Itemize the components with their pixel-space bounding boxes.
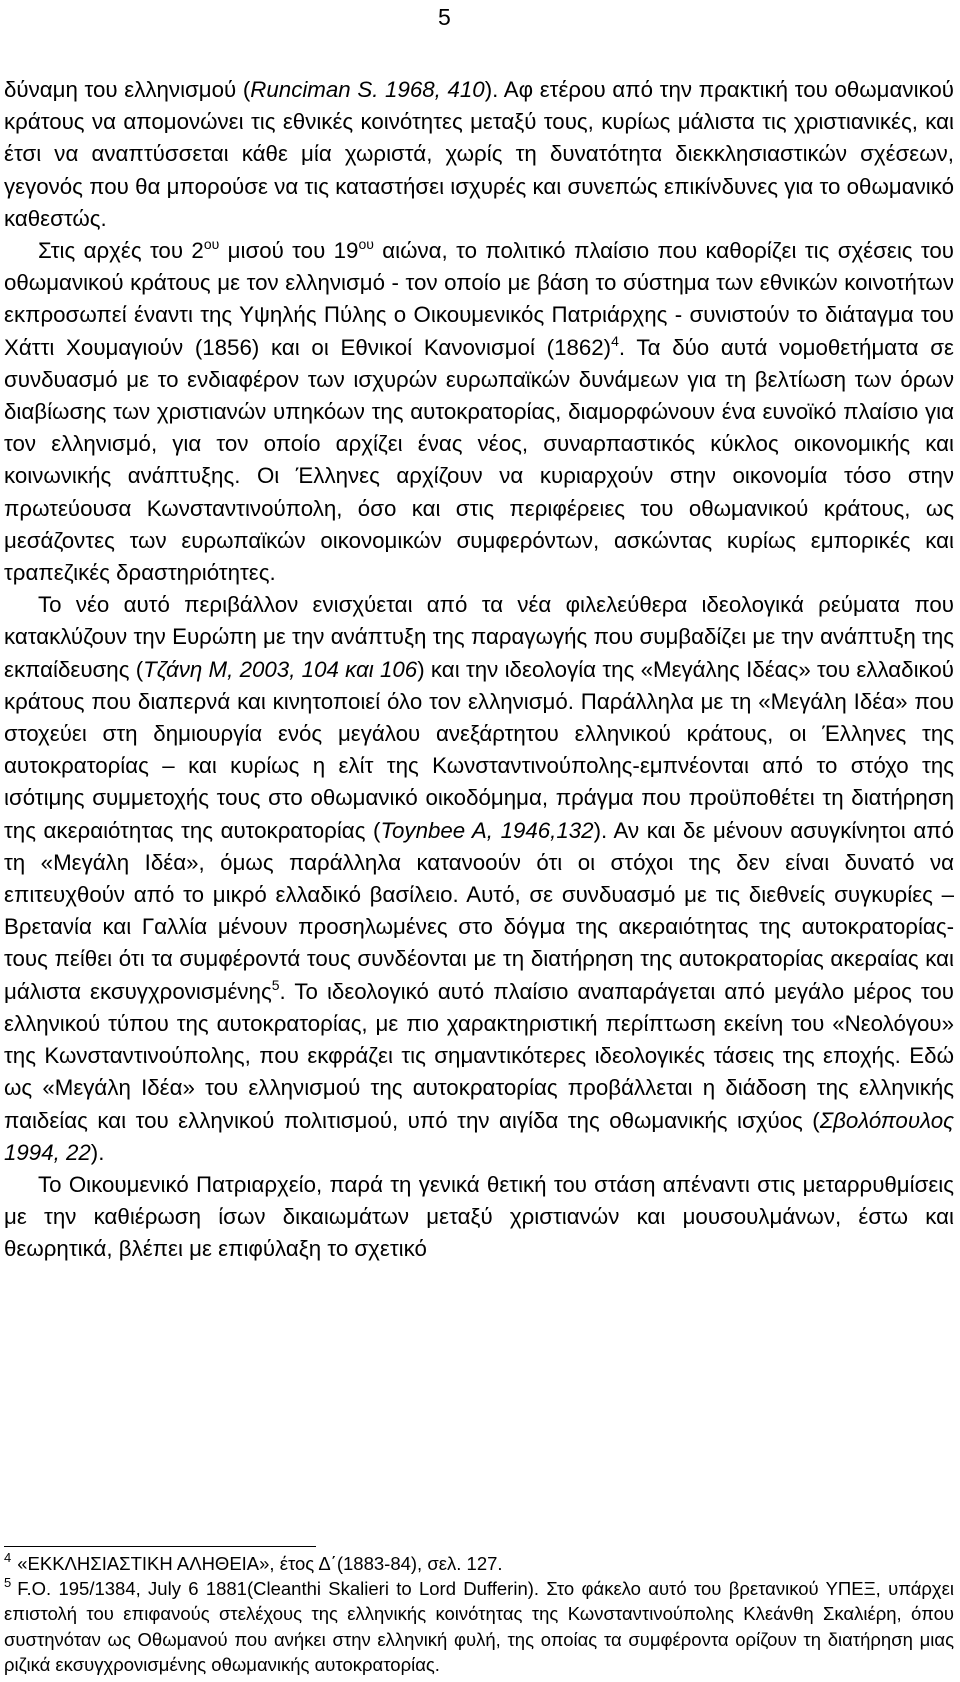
- text-run: Το Οικουμενικό Πατριαρχείο, παρά τη γενικά θετική του στάση απέναντι στις μεταρρυθμίσεις με την καθιέρωση ίσων δικαιωμάτων μεταξύ χριστιανών και μουσουλμάνων, έστω και θεωρητικά, βλέπει με επιφύλαξη το σχετικό: [4, 1171, 954, 1262]
- paragraph: [4, 1169, 954, 1266]
- text-run: ). Αν και δε μένουν ασυγκίνητοι από τη «Μεγάλη Ιδέα», όμως παράλληλα κατανοούν ότι οι στόχοι της δεν είναι δυνατό να επιτευχθούν από το μικρό ελλαδικό βασίλειο. Αυτό, σε συνδυασμό με τις διεθνείς συγκυρίες – Βρετανία και Γαλλία μένουν προσηλωμένες στο δόγμα της ακεραιότητας της αυτοκρατορίας- τους πείθει ότι τα συμφέροντά τους συνδέονται με τη διατήρηση της αυτοκρατορίας ακεραίας και μάλιστα εκσυγχρονισμένης: [4, 817, 954, 1004]
- text-run: ). Αφ ετέρου από την πρακτική του οθωμανικού κράτους να απομονώνει τις εθνικές κοινότητες μεταξύ τους, κυρίως μάλιστα τις χριστιανικές, και έτσι να αναπτύσσεται κάθε μία χωριστά, χωρίς τη δυνατότητα διεκκλησιαστικών σχέσεων, γεγονός που θα μπορούσε να τις καταστήσει ισχυρές και συνεπώς επικίνδυνες για το οθωμανικό καθεστώς.: [4, 77, 954, 231]
- text-run: . Το ιδεολογικό αυτό πλαίσιο αναπαράγεται από μεγάλο μέρος του ελληνικού τύπου της αυτοκρατορίας, με πιο χαρακτηριστική περίπτωση εκείνη του «Νεολόγου» της Κωνσταντινούπολης, που εκφράζει τις σημαντικότερες ιδεολογικές τάσεις της εποχής. Εδώ ως «Μεγάλη Ιδέα» του ελληνισμού της αυτοκρατορίας προβάλλεται η διάδοση της ελληνικής παιδείας και του ελληνικού πολιτισμού, υπό την αιγίδα της οθωμανικής ισχύος (: [4, 978, 954, 1133]
- footnote-mark: 4: [4, 1550, 12, 1565]
- footnote-text: «ΕΚΚΛΗΣΙΑΣΤΙΚΗ ΑΛΗΘΕΙΑ», έτος Δ΄(1883-84), σελ. 127.: [17, 1553, 503, 1574]
- citation: Τζάνη Μ, 2003, 104 και 106: [143, 656, 418, 682]
- superscript: ου: [358, 236, 374, 253]
- text-run: ).: [90, 1139, 105, 1165]
- text-run: ) και την ιδεολογία της «Μεγάλης Ιδέας» του ελλαδικού κράτους που διαπερνά και κινητοποιεί όλο τον ελληνισμό. Παράλληλα με τη «Μεγάλη Ιδέα» που στοχεύει στη δημιουργία ενός μεγάλου ανεξάρτητου ελληνικού κράτους, οι Έλληνες της αυτοκρατορίας – και κυρίως η ελίτ της Κωνσταντινούπολης-εμπνέονται από το στόχο της ισότιμης συμμετοχής τους στο οθωμανικό οικοδόμημα, πράγμα που προϋποθέτει τη διατήρηση της ακεραιότητας της αυτοκρατορίας (: [4, 656, 954, 843]
- paragraph: [4, 235, 954, 589]
- text-run: αιώνα, το πολιτικό πλαίσιο που καθορίζει τις σχέσεις του οθωμανικού κράτους με τον ελληνισμό - τον οποίο με βάση το σύστημα των εθνικών κοινοτήτων εκπροσωπεί έναντι της Υψηλής Πύλης ο Οικουμενικός Πατριάρχης - συνιστούν το διάταγμα του Χάττι Χουμαγιούν (1856) και οι Εθνικοί Κανονισμοί (1862): [4, 238, 954, 360]
- citation: Runciman S. 1968, 410: [250, 77, 485, 102]
- footnote: [4, 1551, 954, 1576]
- footnote-mark: 5: [4, 1575, 12, 1591]
- text-run: Το νέο αυτό περιβάλλον ενισχύεται από τα νέα φιλελεύθερα ιδεολογικά ρεύματα που κατακλύζουν την Ευρώπη με την ανάπτυξη της παραγωγής που συμβαδίζει με την ανάπτυξη της εκπαίδευσης (: [4, 592, 954, 682]
- paragraph: [4, 589, 954, 1169]
- text-run: μισού του 19: [219, 238, 359, 264]
- superscript: ου: [203, 236, 220, 253]
- paragraph: [4, 74, 954, 235]
- text-run: . Τα δύο αυτά νομοθετήματα σε συνδυασμό με το ενδιαφέρον των ισχυρών ευρωπαϊκών δυνάμεων για τη βελτίωση των όρων διαβίωσης των χριστιανών υπηκόων της αυτοκρατορίας, διαμορφώνουν ένα ευνοϊκό πλαίσιο για τον ελληνισμό, για τον οποίο αρχίζει ένας νέος, συναρπαστικός κύκλος οικονομικής και κοινωνικής ανάπτυξης. Οι Έλληνες αρχίζουν να κυριαρχούν στην οικονομία τόσο στην πρωτεύουσα Κωνσταντινούπολη, όσο και στις περιφέρειες του οθωμανικού κράτους, ως μεσάζοντες των ευρωπαϊκών οικονομικών συμφερόντων, ασκώντας κυρίως εμπορικές και τραπεζικές δραστηριότητες.: [4, 334, 954, 586]
- footnote-text: F.O. 195/1384, July 6 1881(Cleanthi Skalieri to Lord Dufferin). Στο φάκελο αυτό του βρετανικού ΥΠΕΞ, υπάρχει επιστολή του επιφανούς στελέχους της ελληνικής κοινότητας της Κωνσταντινούπολης Κλεάνθη Σκαλιέρη, όπου συστηνόταν ως Οθωμανού που ανήκει στην ελληνική φυλή, της οποίας τα συμφέροντα ορίζουν τη διατήρηση μιας ριζικά εκσυγχρονισμένης οθωμανικής αυτοκρατορίας.: [4, 1578, 954, 1675]
- footnotes: [4, 1551, 954, 1677]
- footnote-separator: [4, 1546, 316, 1547]
- superscript: 4: [611, 332, 619, 349]
- superscript: 5: [271, 976, 280, 993]
- page-number: 5: [438, 4, 451, 30]
- citation: Toynbee A, 1946,132: [380, 817, 594, 843]
- body-text: [4, 74, 954, 1266]
- text-run: Στις αρχές του 2: [38, 238, 204, 264]
- footnote: [4, 1576, 954, 1677]
- citation: Σβολόπουλος 1994, 22: [4, 1107, 954, 1165]
- text-run: δύναμη του ελληνισμού (: [4, 77, 251, 102]
